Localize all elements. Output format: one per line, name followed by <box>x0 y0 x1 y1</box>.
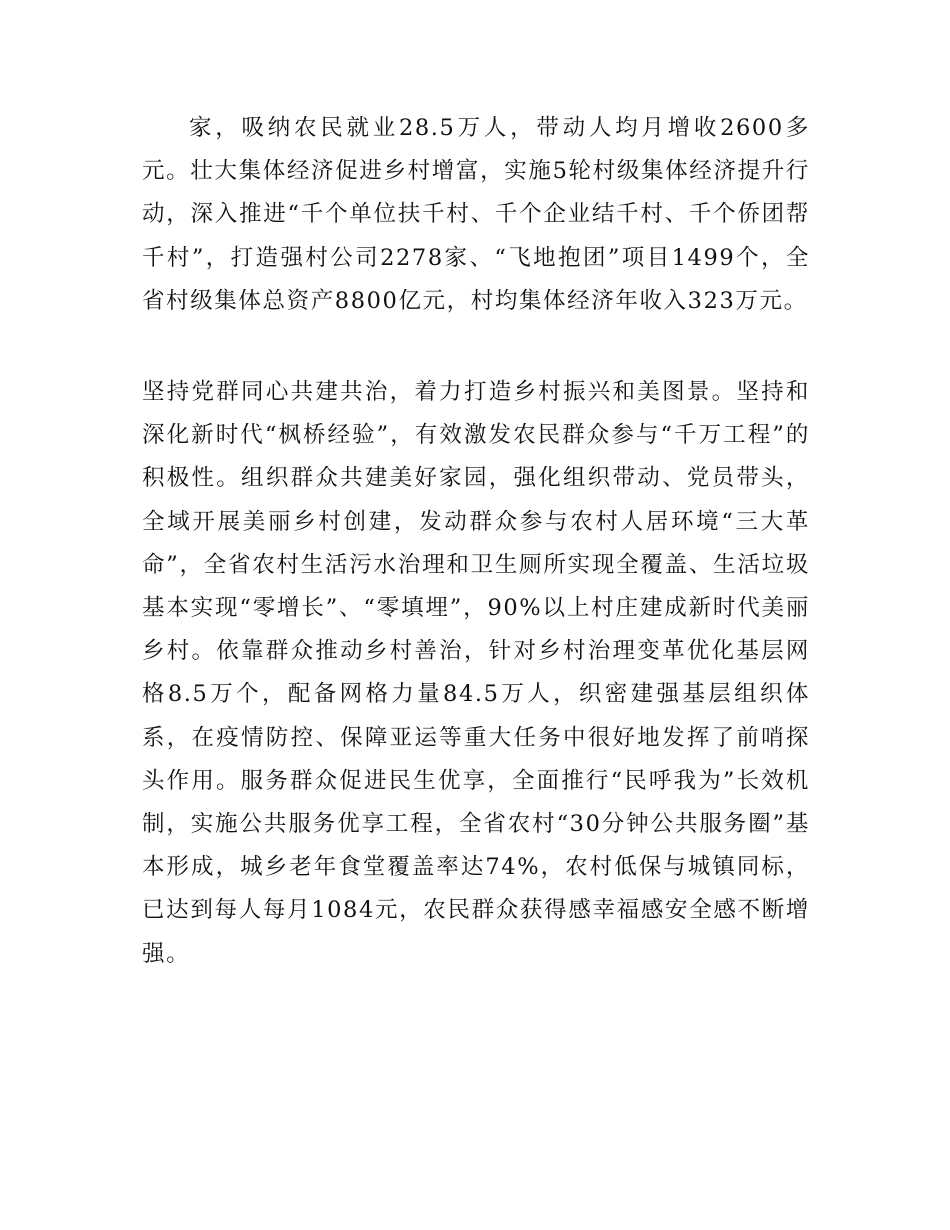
paragraph-party-mass-governance: 坚持党群同心共建共治，着力打造乡村振兴和美图景。坚持和深化新时代“枫桥经验”，有效激发农民群众参与“千万工程”的积极性。组织群众共建美好家园，强化组织带动、党员带头，全域开展美丽乡村创建，发动群众参与农村人居环境“三大革命”，全省农村生活污水治理和卫生厕所实现全覆盖、生活垃圾基本实现“零增长”、“零填埋”，90%以上村庄建成新时代美丽乡村。依靠群众推动乡村善治，针对乡村治理变革优化基层网格8.5万个，配备网格力量84.5万人，织密建强基层组织体系，在疫情防控、保障亚运等重大任务中很好地发挥了前哨探头作用。服务群众促进民生优享，全面推行“民呼我为”长效机制，实施公共服务优享工程，全省农村“30分钟公共服务圈”基本形成，城乡老年食堂覆盖率达74%，农村低保与城镇同标，已达到每人每月1084元，农民群众获得感幸福感安全感不断增强。 <box>142 379 810 967</box>
paragraph-rural-collective-economy: 家，吸纳农民就业28.5万人，带动人均月增收2600多元。壮大集体经济促进乡村增富，实施5轮村级集体经济提升行动，深入推进“千个单位扶千村、千个企业结千村、千个侨团帮千村”，打造强村公司2278家、“飞地抱团”项目1499个，全省村级集体总资产8800亿元，村均集体经济年收入323万元。 <box>142 115 810 314</box>
